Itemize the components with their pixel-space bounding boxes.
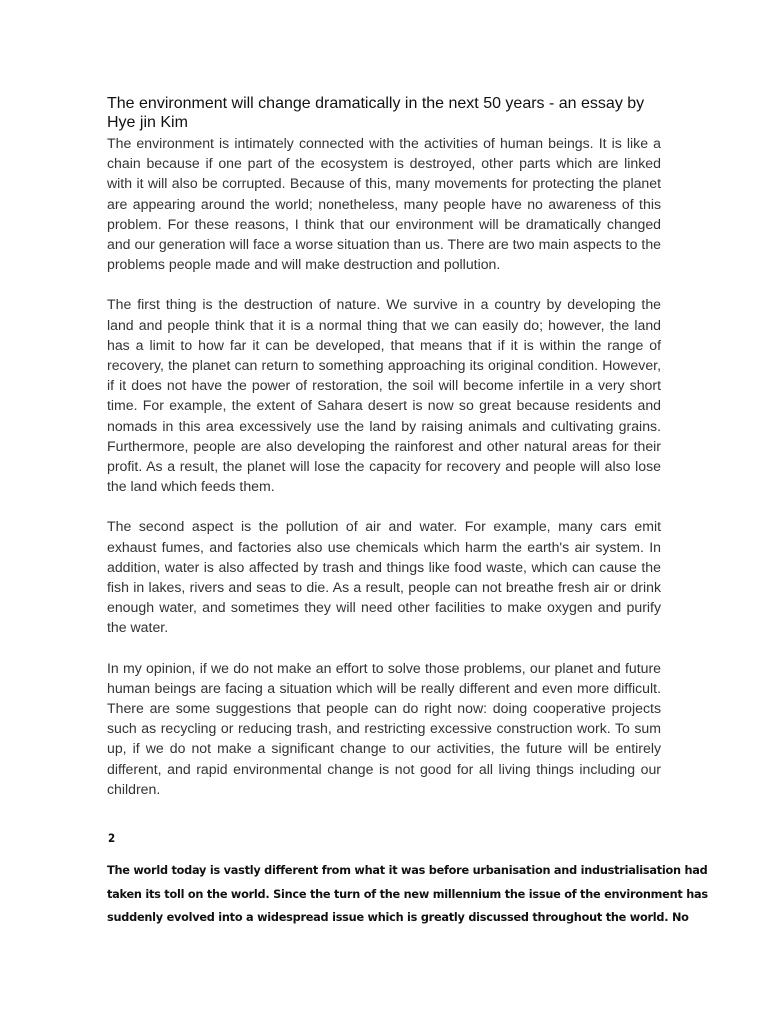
paragraph-2: The first thing is the destruction of nature. We survive in a country by developing the land and people think that it is a normal thing that we can easily do; however, the land has a limit to how far it can be developed, that means that if it is within the range of recovery, the planet can return to something approaching its original condition. However, if it does not have the power of restoration, the soil will become infertile in a very short time. For example, the extent of Sahara desert is now so great because residents and nomads in this area excessively use the land by raising animals and cultivating grains. Furthermore, people are also developing the rainforest and other natural areas for their profit. As a result, the planet will lose the capacity for recovery and people will also lose the land which feeds them. — [107, 296, 661, 495]
paragraph-1: The environment is intimately connected with the activities of human beings. It is like a chain because if one part of the ecosystem is destroyed, other parts which are linked with it will also be corrupted. Because of this, many movements for protecting the planet are appearing around the world; nonetheless, many people have no awareness of this problem. For these reasons, I think that our environment will be dramatically changed and our generation will face a worse situation than us. There are two main aspects to the problems people made and will make destruction and pollution. — [107, 135, 661, 273]
paragraph-4: In my opinion, if we do not make an effort to solve those problems, our planet and future human beings are facing a situation which will be really different and even more difficult. There are some suggestions that people can do right now: doing cooperative projects such as recycling or reducing trash, and restricting excessive construction work. To sum up, if we do not make a significant change to our activities, the future will be entirely different, and rapid environmental change is not good for all living things including our children. — [107, 659, 661, 797]
section-2-line: The world today is vastly different from what it was before urbanisation and industrialisation had — [107, 864, 708, 877]
section-number: 2 — [108, 831, 116, 845]
essay-body — [107, 94, 661, 819]
essay-title: The environment will change dramatically in the next 50 years - an essay by Hye jin Kim — [107, 95, 645, 131]
paragraph-3: The second aspect is the pollution of air and water. For example, many cars emit exhaust fumes, and factories also use chemicals which harm the earth's air system. In addition, water is also affected by trash and things like food waste, which can cause the fish in lakes, rivers and seas to die. As a result, people can not breathe fresh air or drink enough water, and sometimes they will need other facilities to make oxygen and purify the water. — [107, 518, 661, 636]
section-2-line: suddenly evolved into a widespread issue which is greatly discussed throughout the world. No — [107, 911, 689, 924]
section-2-line: taken its toll on the world. Since the turn of the new millennium the issue of the environment has — [107, 887, 708, 901]
section-2-text — [107, 859, 708, 930]
